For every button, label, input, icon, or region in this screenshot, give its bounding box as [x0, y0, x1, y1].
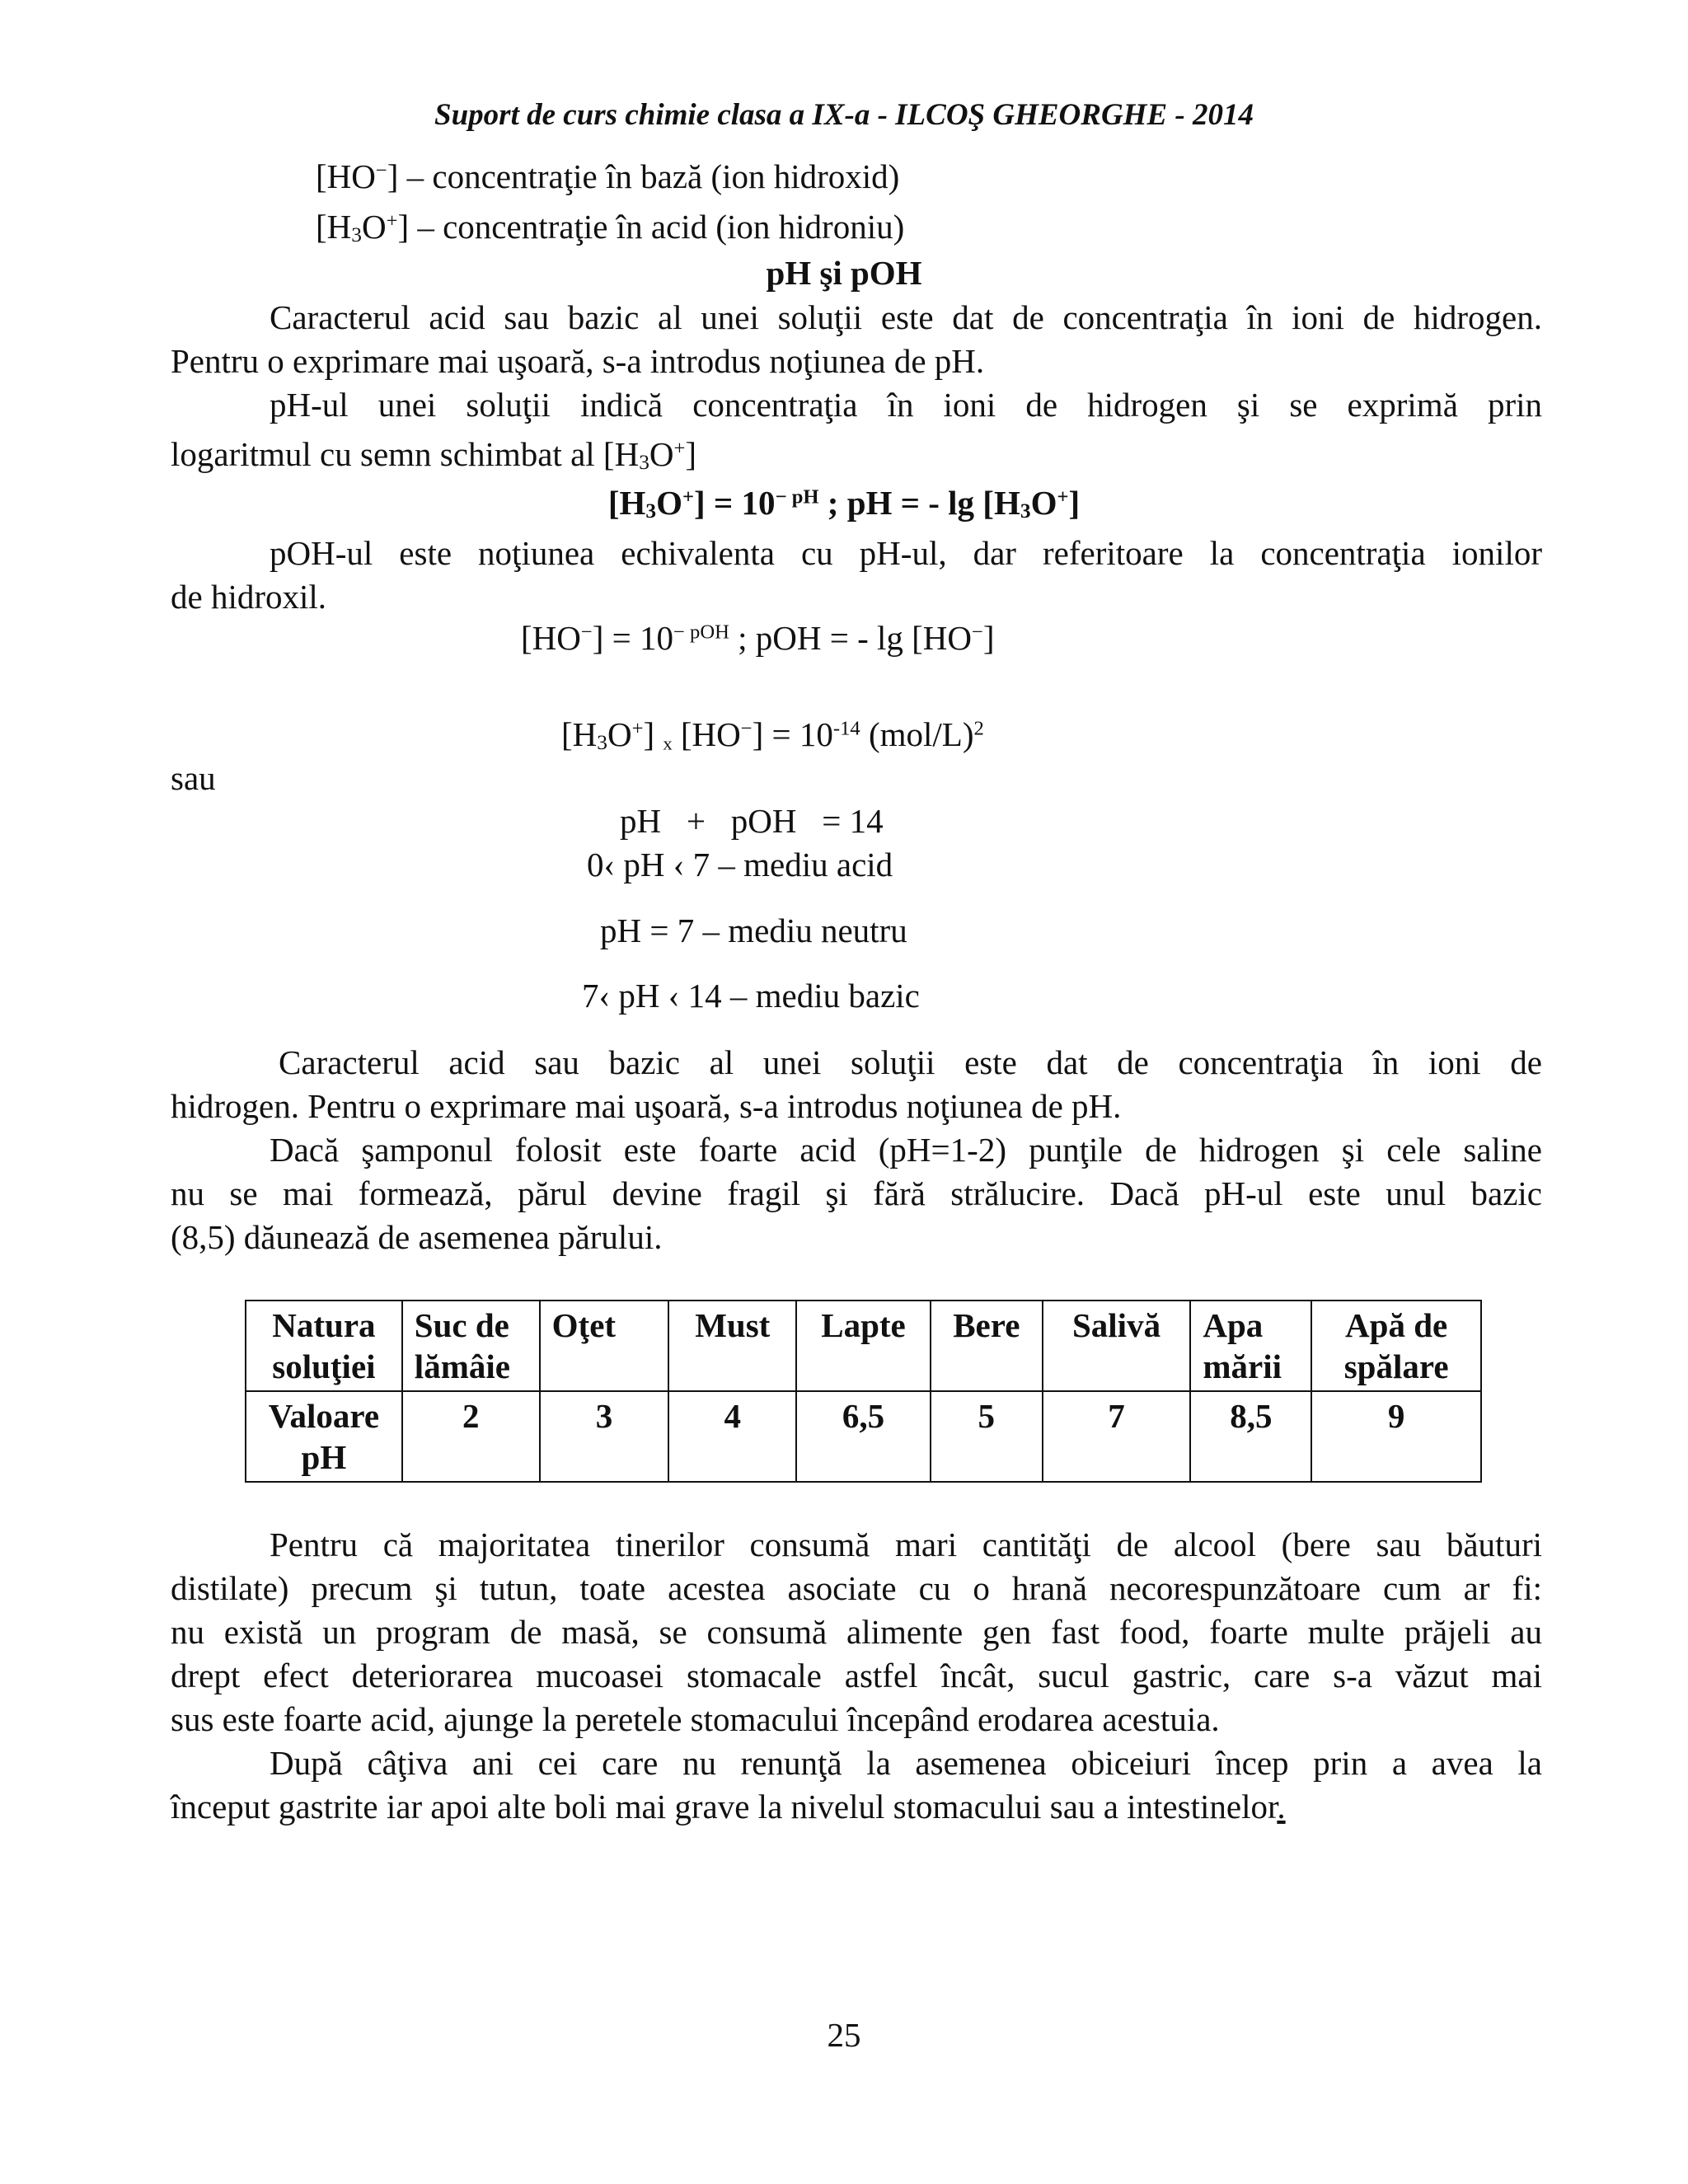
definition-hydroxide: [HO−] – concentraţie în bază (ion hidroxid) — [316, 157, 900, 195]
table-cell: 2 — [402, 1391, 540, 1482]
table-header-cell: Suc de lămâie — [402, 1301, 540, 1391]
paragraph-5-line-2: nu se mai formează, părul devine fragil şi fără strălucire. Dacă pH-ul este unul bazic — [171, 1174, 1542, 1212]
definition-hydronium: $[H_3O^+]$ – concentraţie în acid (ion hidroniu) — [316, 208, 905, 246]
paragraph-6-line-1: Pentru că majoritatea tinerilor consumă mari cantităţi de alcool (bere sau băuturi — [270, 1526, 1542, 1563]
paragraph-6-line-3: nu există un program de masă, se consumă alimente gen fast food, foarte multe prăjeli au — [171, 1613, 1542, 1651]
table-cell: 6,5 — [796, 1391, 931, 1482]
range-neutral: pH = 7 – mediu neutru — [600, 912, 907, 949]
table-header-row — [246, 1301, 1481, 1391]
formula-poh: $[HO^-] = 10^{- pOH}$ ; pOH = - lg [HO−] — [521, 619, 995, 657]
table-row — [246, 1391, 1481, 1482]
formula-ph: $[H_3O^+] = 10^{- pH}$ ; pH = - $\lg [H_3O^+]$ — [607, 484, 1081, 523]
paragraph-2-line-1: pH-ul unei soluţii indică concentraţia în ioni de hidrogen şi se exprimă prin — [270, 386, 1542, 424]
paragraph-5-line-3: (8,5) dăunează de asemenea părului. — [171, 1218, 663, 1256]
ph-values-table — [245, 1300, 1482, 1483]
table-header-cell: Must — [668, 1301, 796, 1391]
word-sau: sau — [171, 759, 216, 797]
table-cell: 5 — [931, 1391, 1043, 1482]
paragraph-3-line-1: pOH-ul este noţiunea echivalenta cu pH-ul, dar referitoare la concentraţia ionilor — [270, 534, 1542, 572]
paragraph-6-line-2: distilate) precum şi tutun, toate acestea asociate cu o hrană necorespunzătoare cum ar fi: — [171, 1569, 1542, 1607]
paragraph-6-line-5: sus este foarte acid, ajunge la peretele stomacului începând erodarea acestuia. — [171, 1700, 1220, 1738]
table-header-cell: Lapte — [796, 1301, 931, 1391]
table-row-label: Valoare pH — [246, 1391, 402, 1482]
paragraph-5-line-1: Dacă şamponul folosit este foarte acid (pH=1-2) punţile de hidrogen şi cele saline — [270, 1131, 1542, 1169]
table-header-cell: Salivă — [1043, 1301, 1191, 1391]
paragraph-6-line-4: drept efect deteriorarea mucoasei stomacale astfel încât, sucul gastric, care s-a văzut mai — [171, 1657, 1542, 1694]
table-cell: 4 — [668, 1391, 796, 1482]
paragraph-4-line-2: hidrogen. Pentru o exprimare mai uşoară, s-a introdus noţiunea de pH. — [171, 1087, 1122, 1125]
table-cell: 9 — [1311, 1391, 1481, 1482]
page-header: Suport de curs chimie clasa a IX-a - ILCOŞ GHEORGHE - 2014 — [434, 98, 1254, 132]
range-basic: 7‹ pH ‹ 14 – mediu bazic — [582, 977, 920, 1015]
table-header-cell: Apă de spălare — [1311, 1301, 1481, 1391]
formula-ionic-product: $[H_3O^+]$ x $[HO^-] = 10^{-14}$ $(mol/L)^2$ — [561, 715, 984, 754]
table-cell: 3 — [540, 1391, 669, 1482]
paragraph-1-line-1: Caracterul acid sau bazic al unei soluţii este dat de concentraţia în ioni de hidrogen. — [270, 298, 1542, 336]
paragraph-3-line-2: de hidroxil. — [171, 578, 327, 616]
formula-sum: pH + pOH = 14 — [620, 802, 884, 840]
range-acid: 0‹ pH ‹ 7 – mediu acid — [587, 846, 893, 883]
table-cell: 8,5 — [1190, 1391, 1311, 1482]
table-cell: 7 — [1043, 1391, 1191, 1482]
paragraph-1-line-2: Pentru o exprimare mai uşoară, s-a introdus noţiunea de pH. — [171, 342, 985, 380]
section-title: pH şi pOH — [766, 254, 922, 292]
table-header-cell: Bere — [931, 1301, 1043, 1391]
paragraph-2-line-2: logaritmul cu semn schimbat al $[H_3O^+]$ — [171, 435, 697, 474]
paragraph-4-line-1: Caracterul acid sau bazic al unei soluţii este dat de concentraţia în ioni de — [279, 1043, 1542, 1081]
table-header-cell: Apa mării — [1190, 1301, 1311, 1391]
page-number: 25 — [827, 2016, 861, 2054]
table-header-cell: Natura soluţiei — [246, 1301, 402, 1391]
table-header-cell: Oţet — [540, 1301, 669, 1391]
paragraph-7-line-2: început gastrite iar apoi alte boli mai grave la nivelul stomacului sau a intestinelor. — [171, 1788, 1286, 1825]
paragraph-7-line-1: După câţiva ani cei care nu renunţă la asemenea obiceiuri încep prin a avea la — [270, 1744, 1542, 1782]
